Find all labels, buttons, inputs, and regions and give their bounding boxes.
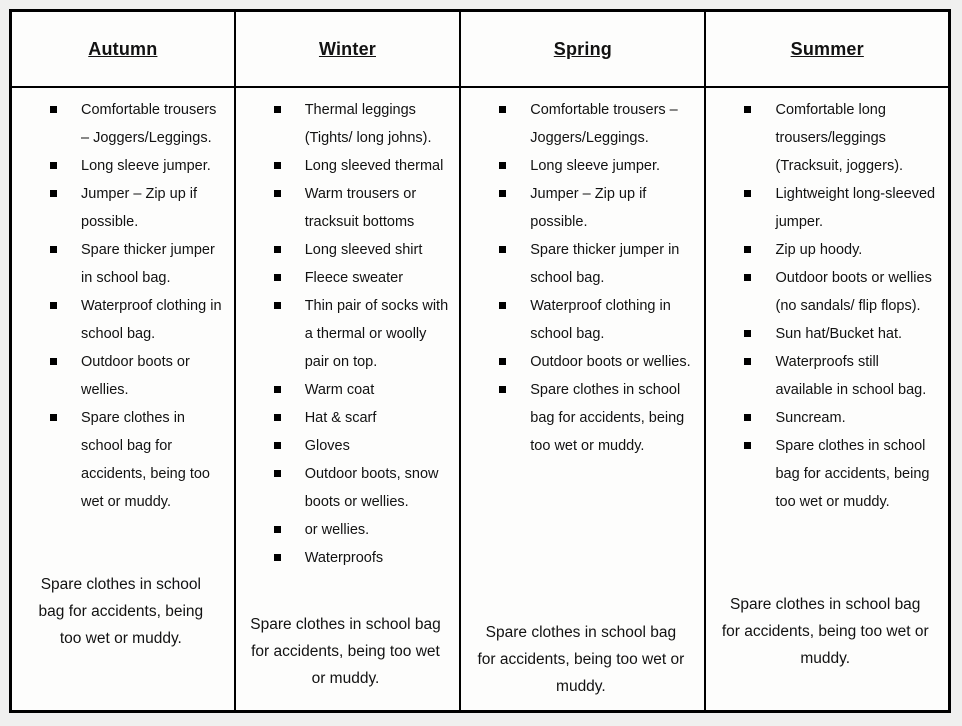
header-cell-autumn [12, 12, 236, 88]
list-item-text: Suncream. [775, 410, 846, 426]
square-bullet-icon [50, 358, 57, 365]
body-cell-autumn [12, 88, 236, 710]
square-bullet-icon [274, 246, 281, 253]
list-item-text: Thermal leggings (Tights/ long johns). [304, 102, 432, 146]
list-item-text: Thin pair of socks with a thermal or woolly pair on top. [304, 298, 449, 370]
list-item [461, 180, 700, 236]
list-item-text: Gloves [304, 438, 350, 454]
list-item [12, 152, 230, 180]
square-bullet-icon [499, 358, 506, 365]
list-item [461, 376, 700, 460]
winter-item-list [236, 96, 456, 572]
column-header-summer: Summer [790, 38, 864, 59]
list-item [236, 376, 456, 404]
summer-item-list [706, 96, 943, 516]
square-bullet-icon [499, 162, 506, 169]
list-item [236, 264, 456, 292]
list-item-text: Outdoor boots or wellies. [530, 354, 691, 370]
list-item [236, 180, 456, 236]
square-bullet-icon [744, 330, 751, 337]
header-cell-summer [706, 12, 947, 88]
list-item [461, 152, 700, 180]
square-bullet-icon [499, 246, 506, 253]
list-item-text: Sun hat/Bucket hat. [775, 326, 903, 342]
list-item [461, 236, 700, 292]
square-bullet-icon [274, 106, 281, 113]
list-item-text: Waterproofs still available in school bag. [775, 354, 927, 398]
square-bullet-icon [744, 358, 751, 365]
list-item-text: Warm trousers or tracksuit bottoms [304, 186, 417, 230]
square-bullet-icon [50, 414, 57, 421]
column-header-autumn: Autumn [88, 38, 158, 59]
list-item [236, 236, 456, 264]
square-bullet-icon [744, 274, 751, 281]
list-item [461, 292, 700, 348]
list-item [706, 404, 943, 432]
list-item [236, 544, 456, 572]
square-bullet-icon [274, 442, 281, 449]
list-item-text: Zip up hoody. [775, 242, 863, 258]
list-item [706, 236, 943, 264]
list-item [236, 96, 456, 152]
list-item [12, 292, 230, 348]
list-item-text: Spare thicker jumper in school bag. [81, 242, 215, 286]
list-item [236, 404, 456, 432]
square-bullet-icon [274, 414, 281, 421]
list-item-text: Spare clothes in school bag for accidents, being too wet or muddy. [530, 382, 685, 454]
list-item [706, 320, 943, 348]
square-bullet-icon [50, 162, 57, 169]
list-item-text: Long sleeve jumper. [81, 158, 211, 174]
list-item-text: Warm coat [304, 382, 375, 398]
square-bullet-icon [274, 386, 281, 393]
list-item [12, 236, 230, 292]
list-item-text: Outdoor boots or wellies (no sandals/ flip flops). [775, 270, 932, 314]
list-item [12, 180, 230, 236]
list-item [236, 516, 456, 544]
list-item-text: Waterproof clothing in school bag. [81, 298, 222, 342]
square-bullet-icon [274, 190, 281, 197]
square-bullet-icon [274, 302, 281, 309]
list-item [706, 348, 943, 404]
square-bullet-icon [499, 190, 506, 197]
square-bullet-icon [50, 302, 57, 309]
body-cell-winter [236, 88, 462, 710]
square-bullet-icon [499, 302, 506, 309]
list-item [12, 96, 230, 152]
list-item-text: Waterproof clothing in school bag. [530, 298, 671, 342]
list-item-text: Long sleeved shirt [304, 242, 423, 258]
list-item-text: Comfortable trousers – Joggers/Leggings. [81, 102, 217, 146]
square-bullet-icon [744, 246, 751, 253]
square-bullet-icon [50, 106, 57, 113]
list-item-text: Long sleeve jumper. [530, 158, 661, 174]
list-item-text: Long sleeved thermal [304, 158, 444, 174]
square-bullet-icon [499, 386, 506, 393]
square-bullet-icon [274, 526, 281, 533]
summer-footer-note: Spare clothes in school bag for accidents, being too wet or muddy. [721, 596, 929, 667]
list-item [461, 348, 700, 376]
list-item [12, 348, 230, 404]
list-item-text: Comfortable trousers – Joggers/Leggings. [530, 102, 678, 146]
square-bullet-icon [274, 274, 281, 281]
list-item-text: or wellies. [304, 522, 370, 538]
list-item-text: Hat & scarf [304, 410, 377, 426]
list-item [461, 96, 700, 152]
list-item-text: Jumper – Zip up if possible. [530, 186, 647, 230]
list-item-text: Outdoor boots or wellies. [81, 354, 190, 398]
list-item [706, 264, 943, 320]
autumn-footer-note: Spare clothes in school bag for accidents, being too wet or muddy. [38, 576, 204, 647]
square-bullet-icon [744, 414, 751, 421]
spring-footer-note: Spare clothes in school bag for accidents, being too wet or muddy. [477, 624, 685, 695]
list-item [706, 432, 943, 516]
square-bullet-icon [744, 190, 751, 197]
header-cell-winter [236, 12, 462, 88]
list-item [236, 460, 456, 516]
square-bullet-icon [744, 442, 751, 449]
list-item-text: Spare thicker jumper in school bag. [530, 242, 680, 286]
square-bullet-icon [50, 246, 57, 253]
winter-footer-note: Spare clothes in school bag for accidents, being too wet or muddy. [250, 616, 441, 687]
seasonal-clothing-table [9, 9, 951, 713]
square-bullet-icon [50, 190, 57, 197]
list-item [706, 180, 943, 236]
list-item-text: Comfortable long trousers/leggings (Tracksuit, joggers). [775, 102, 904, 174]
list-item [236, 152, 456, 180]
square-bullet-icon [744, 106, 751, 113]
list-item [236, 432, 456, 460]
body-cell-summer [706, 88, 947, 710]
column-header-spring: Spring [553, 38, 612, 59]
list-item-text: Spare clothes in school bag for accidents, being too wet or muddy. [81, 410, 210, 510]
header-cell-spring [461, 12, 706, 88]
autumn-item-list [12, 96, 230, 516]
square-bullet-icon [499, 106, 506, 113]
list-item [236, 292, 456, 376]
column-header-winter: Winter [318, 38, 376, 59]
body-cell-spring [461, 88, 706, 710]
list-item-text: Outdoor boots, snow boots or wellies. [304, 466, 439, 510]
list-item-text: Waterproofs [304, 550, 384, 566]
list-item-text: Jumper – Zip up if possible. [81, 186, 198, 230]
list-item [706, 96, 943, 180]
square-bullet-icon [274, 554, 281, 561]
square-bullet-icon [274, 470, 281, 477]
square-bullet-icon [274, 162, 281, 169]
list-item [12, 404, 230, 516]
list-item-text: Spare clothes in school bag for accidents, being too wet or muddy. [775, 438, 930, 510]
list-item-text: Fleece sweater [304, 270, 404, 286]
spring-item-list [461, 96, 700, 460]
list-item-text: Lightweight long-sleeved jumper. [775, 186, 936, 230]
